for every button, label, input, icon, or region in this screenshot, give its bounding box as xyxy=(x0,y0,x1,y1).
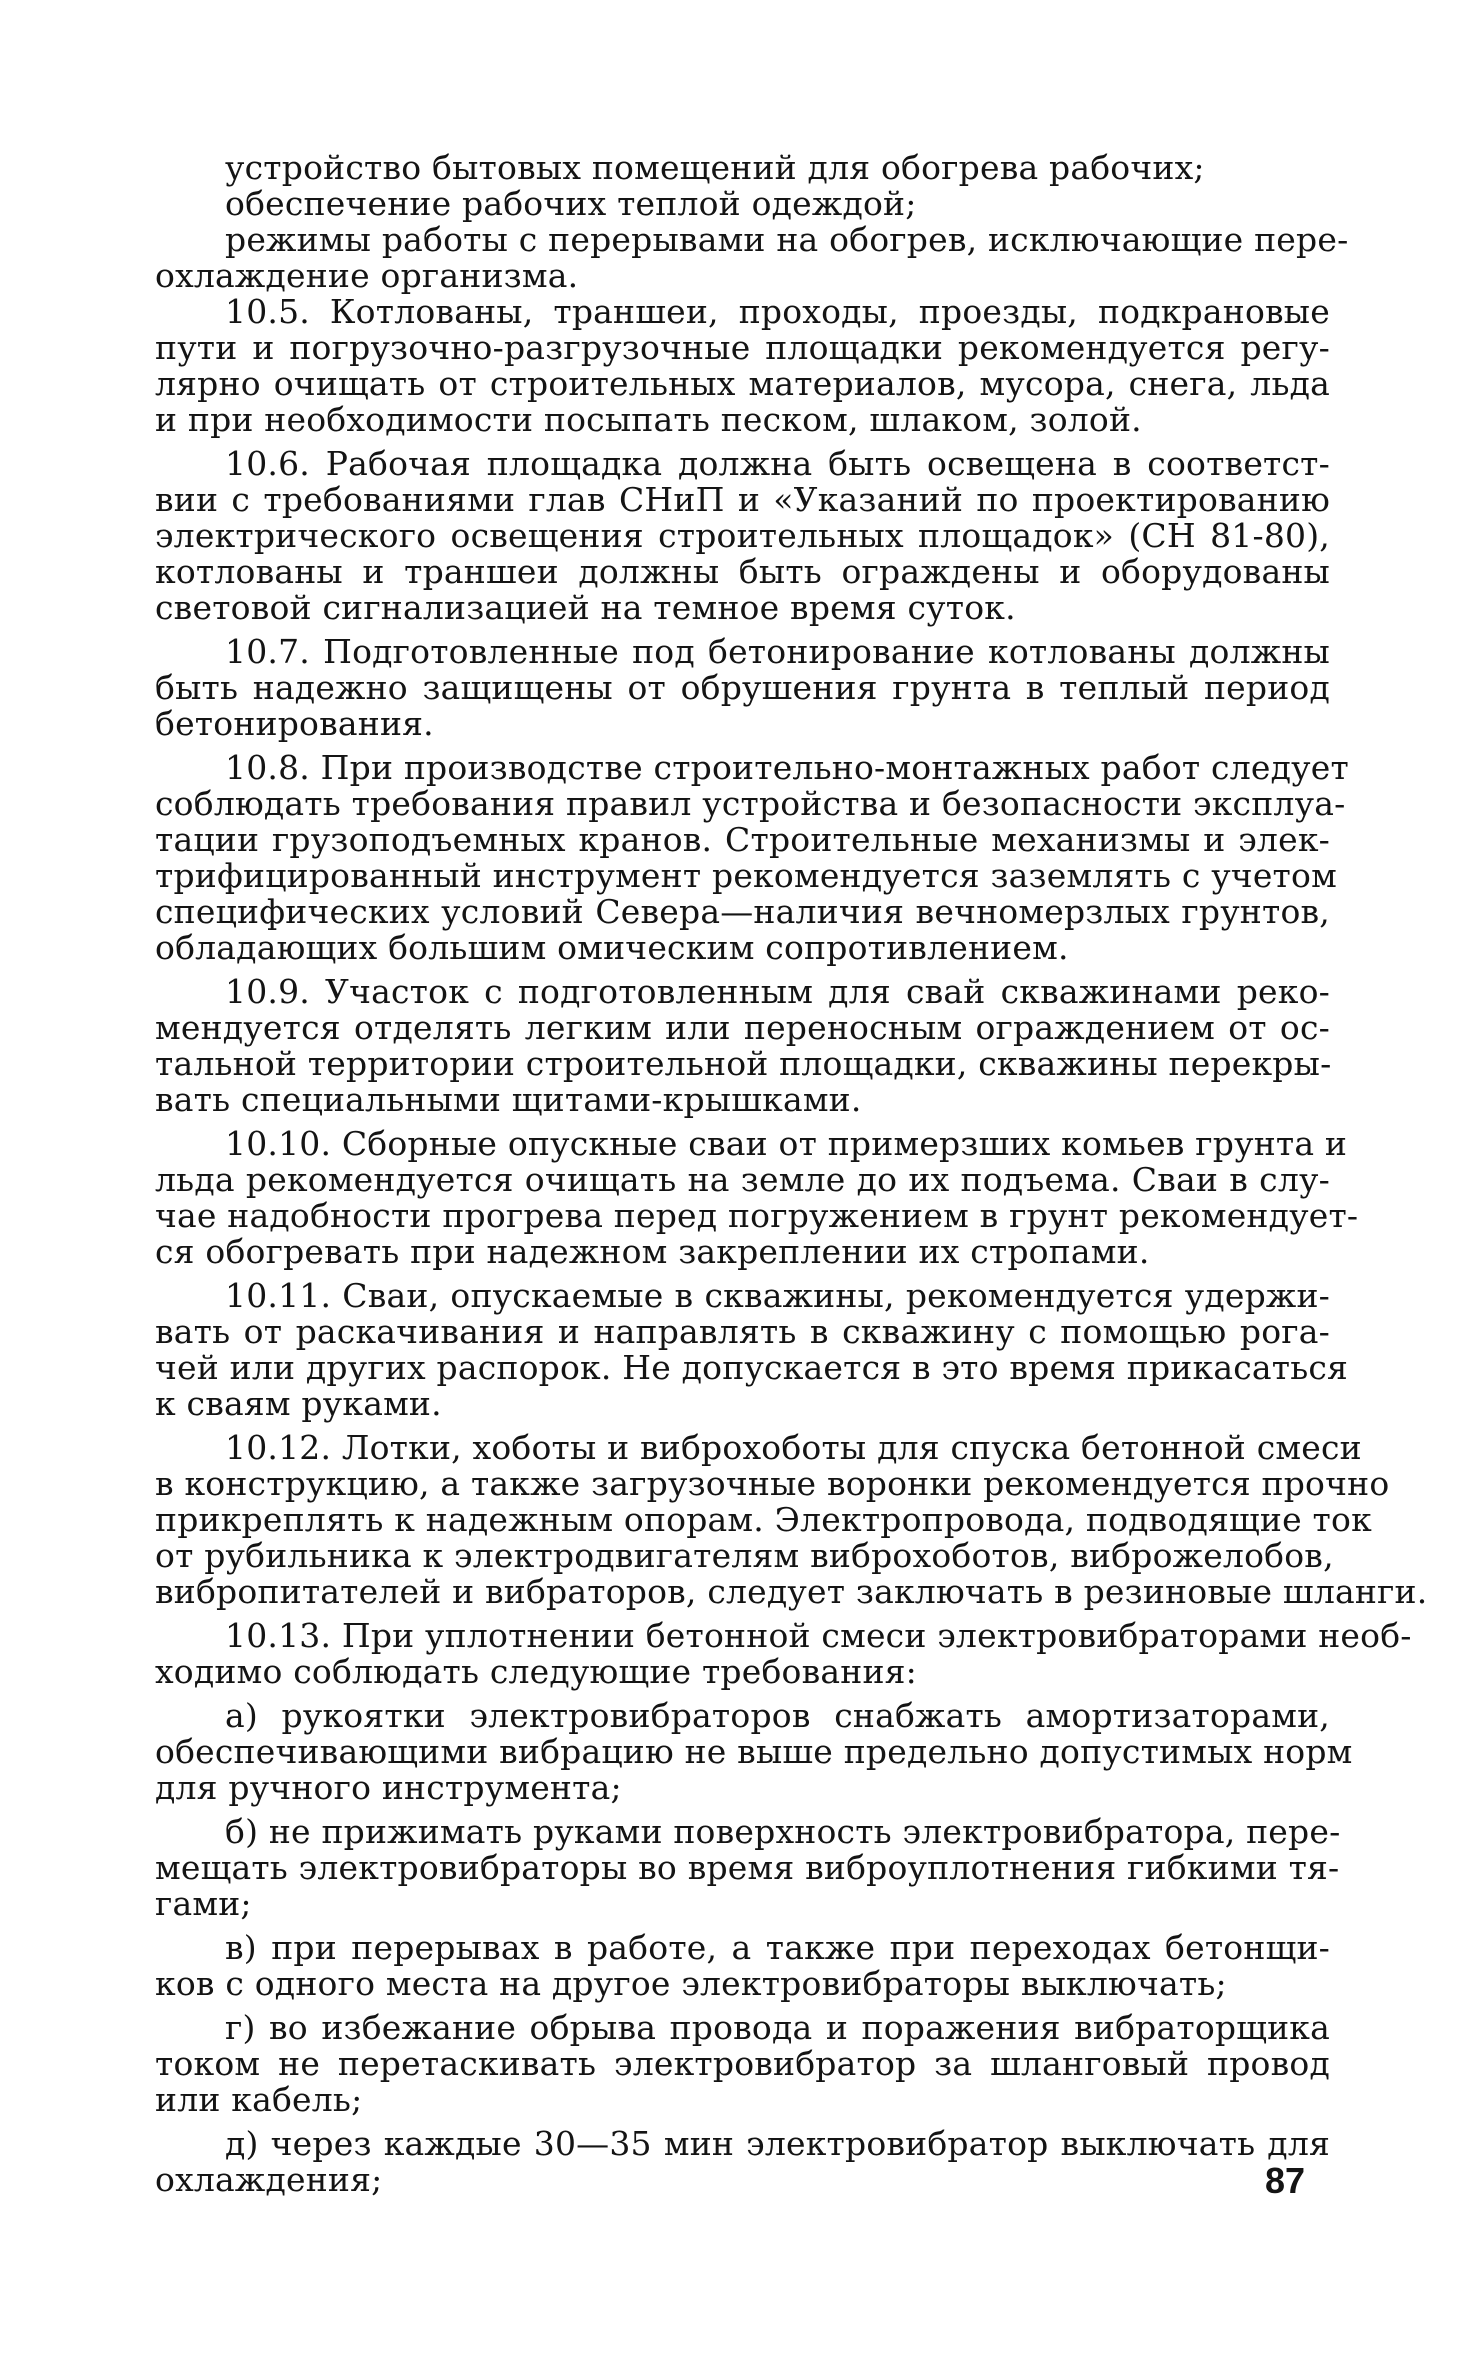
paragraph-p-10-7 xyxy=(155,634,1330,742)
text-line: вать специальными щитами-крышками. xyxy=(155,1080,862,1119)
text-line: д) через каждые 30—35 мин электровибратор выключать для xyxy=(225,2124,1330,2163)
text-line: лярно очищать от строительных материалов, мусора, снега, льда xyxy=(155,364,1330,403)
paragraph-p-10-13 xyxy=(155,1616,1412,1691)
paragraph-p-a xyxy=(155,1696,1353,1807)
text-line: чей или других распорок. Не допускается в это время прикасаться xyxy=(155,1348,1349,1387)
paragraph-p-v xyxy=(155,1930,1330,2002)
paragraph-p-10-11 xyxy=(155,1276,1349,1423)
text-line: чае надобности прогрева перед погружением в грунт рекомендует- xyxy=(155,1196,1359,1235)
text-line: световой сигнализацией на темное время суток. xyxy=(155,588,1016,627)
text-line: 10.13. При уплотнении бетонной смеси электровибраторами необ- xyxy=(225,1616,1412,1655)
paragraph-p-10-5 xyxy=(155,294,1330,438)
paragraph-p-10-9 xyxy=(155,974,1330,1118)
text-line: ходимо соблюдать следующие требования: xyxy=(155,1652,917,1691)
text-line: в) при перерывах в работе, а также при переходах бетонщи- xyxy=(225,1928,1330,1967)
text-line: котлованы и траншеи должны быть ограждены и оборудованы xyxy=(155,552,1330,591)
text-line: тальной территории строительной площадки, скважины перекры- xyxy=(155,1044,1332,1083)
text-line: тации грузоподъемных кранов. Строительные механизмы и элек- xyxy=(155,820,1330,859)
paragraph-p-10-10 xyxy=(155,1124,1359,1271)
text-line: 10.10. Сборные опускные сваи от примерзших комьев грунта и xyxy=(225,1124,1348,1163)
paragraph-p-g xyxy=(155,2010,1330,2118)
text-line: быть надежно защищены от обрушения грунта в теплый период xyxy=(155,668,1330,707)
text-line: бетонирования. xyxy=(155,704,434,743)
text-line: пути и погрузочно-разгрузочные площадки рекомендуется регу- xyxy=(155,328,1330,367)
text-line: 10.11. Сваи, опускаемые в скважины, рекомендуется удержи- xyxy=(225,1276,1330,1315)
text-line: обеспечение рабочих теплой одеждой; xyxy=(225,184,917,223)
text-line: и при необходимости посыпать песком, шлаком, золой. xyxy=(155,400,1142,439)
text-line: вать от раскачивания и направлять в скважину с помощью рога- xyxy=(155,1312,1330,1351)
paragraph-p-d xyxy=(155,2126,1330,2198)
paragraph-p-bullets xyxy=(155,148,1349,295)
text-line: 10.5. Котлованы, траншеи, проходы, проезды, подкрановые xyxy=(225,292,1330,331)
text-line: а) рукоятки электровибраторов снабжать амортизаторами, xyxy=(225,1696,1330,1735)
text-line: к сваям руками. xyxy=(155,1384,442,1423)
text-line: ся обогревать при надежном закреплении их стропами. xyxy=(155,1232,1150,1271)
paragraph-gap xyxy=(155,2198,1330,2206)
text-line: для ручного инструмента; xyxy=(155,1768,622,1807)
text-line: режимы работы с перерывами на обогрев, исключающие пере- xyxy=(225,220,1349,259)
text-line: г) во избежание обрыва провода и поражения вибраторщика xyxy=(225,2008,1330,2047)
text-line: трифицированный инструмент рекомендуется заземлять с учетом xyxy=(155,856,1337,895)
text-line: вибропитателей и вибраторов, следует заключать в резиновые шланги. xyxy=(155,1572,1428,1611)
text-line: охлаждения; xyxy=(155,2160,383,2199)
text-line: 10.8. При производстве строительно-монтажных работ следует xyxy=(225,748,1349,787)
text-line: мендуется отделять легким или переносным ограждением от ос- xyxy=(155,1008,1330,1047)
text-line: льда рекомендуется очищать на земле до их подъема. Сваи в слу- xyxy=(155,1160,1330,1199)
paragraph-p-b xyxy=(155,1812,1341,1923)
text-line: от рубильника к электродвигателям виброхоботов, виброжелобов, xyxy=(155,1536,1334,1575)
text-line: электрического освещения строительных площадок» (СН 81-80), xyxy=(155,516,1330,555)
text-line: специфических условий Севера—наличия вечномерзлых грунтов, xyxy=(155,892,1330,931)
text-line: прикреплять к надежным опорам. Электропровода, подводящие ток xyxy=(155,1500,1372,1539)
text-line: или кабель; xyxy=(155,2080,363,2119)
text-line: 10.6. Рабочая площадка должна быть освещена в соответст- xyxy=(225,444,1330,483)
text-line: охлаждение организма. xyxy=(155,256,579,295)
text-line: гами; xyxy=(155,1884,252,1923)
text-line: вии с требованиями глав СНиП и «Указаний по проектированию xyxy=(155,480,1330,519)
text-line: устройство бытовых помещений для обогрева рабочих; xyxy=(225,148,1205,187)
text-line: обладающих большим омическим сопротивлением. xyxy=(155,928,1069,967)
text-line: б) не прижимать руками поверхность электровибратора, пере- xyxy=(225,1812,1341,1851)
text-line: соблюдать требования правил устройства и безопасности эксплуа- xyxy=(155,784,1346,823)
text-line: мещать электровибраторы во время виброуплотнения гибкими тя- xyxy=(155,1848,1340,1887)
text-line: ков с одного места на другое электровибраторы выключать; xyxy=(155,1964,1227,2003)
page-body xyxy=(155,148,1428,2206)
text-line: током не перетаскивать электровибратор за шланговый провод xyxy=(155,2044,1330,2083)
text-line: 10.12. Лотки, хоботы и виброхоботы для спуска бетонной смеси xyxy=(225,1428,1362,1467)
text-line: в конструкцию, а также загрузочные воронки рекомендуется прочно xyxy=(155,1464,1390,1503)
paragraph-p-10-8 xyxy=(155,748,1349,967)
text-line: 10.9. Участок с подготовленным для свай скважинами реко- xyxy=(225,972,1330,1011)
page-number: 87 xyxy=(1265,2160,1306,2201)
paragraph-p-10-6 xyxy=(155,446,1330,626)
paragraph-p-10-12 xyxy=(155,1428,1428,1611)
text-line: 10.7. Подготовленные под бетонирование котлованы должны xyxy=(225,632,1330,671)
text-line: обеспечивающими вибрацию не выше предельно допустимых норм xyxy=(155,1732,1353,1771)
